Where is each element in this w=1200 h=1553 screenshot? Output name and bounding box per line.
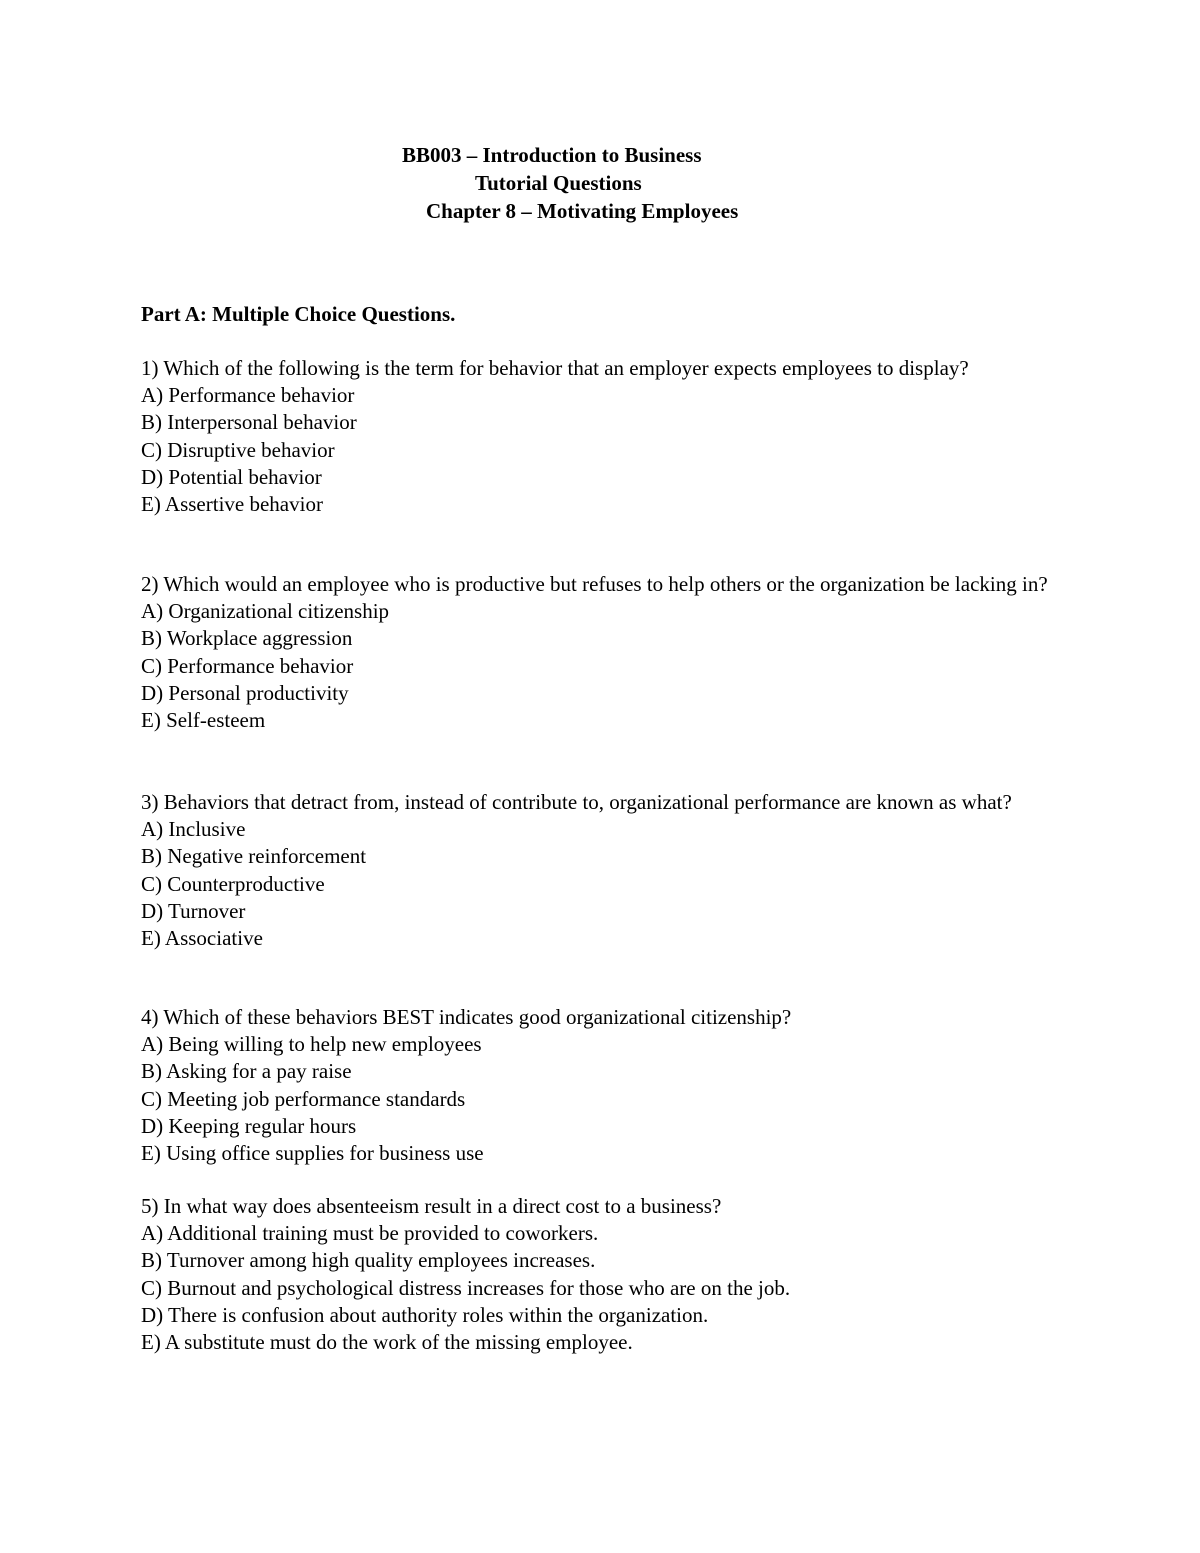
part-a-title: Part A: Multiple Choice Questions. [141, 302, 456, 326]
answer-option: A) Additional training must be provided to coworkers. [141, 1221, 599, 1246]
answer-option: A) Being willing to help new employees [141, 1032, 482, 1057]
question-stem: 4) Which of these behaviors BEST indicates good organizational citizenship? [141, 1005, 792, 1029]
question-3 [141, 789, 1071, 952]
answer-option: D) Personal productivity [141, 680, 349, 705]
answer-option: E) Assertive behavior [141, 492, 323, 517]
question-1 [141, 355, 1071, 518]
answer-option: C) Performance behavior [141, 653, 354, 678]
answer-option: C) Meeting job performance standards [141, 1086, 466, 1111]
answer-option: C) Disruptive behavior [141, 437, 335, 462]
answer-option: C) Burnout and psychological distress increases for those who are on the job. [141, 1275, 791, 1300]
question-4 [141, 1004, 1071, 1167]
question-stem: 1) Which of the following is the term for behavior that an employer expects employees to display? [141, 356, 969, 380]
answer-option: D) Keeping regular hours [141, 1113, 357, 1138]
answer-option: D) Turnover [141, 898, 246, 923]
answer-option: D) Potential behavior [141, 464, 322, 489]
answer-option: A) Performance behavior [141, 383, 355, 408]
question-stem: 3) Behaviors that detract from, instead of contribute to, organizational performance are known as what? [141, 790, 1012, 814]
question-2 [141, 571, 1071, 734]
tutorial-subtitle: Tutorial Questions [475, 171, 642, 195]
answer-option: B) Turnover among high quality employees increases. [141, 1248, 596, 1273]
answer-option: C) Counterproductive [141, 871, 325, 896]
answer-option: A) Inclusive [141, 817, 246, 842]
question-5 [141, 1193, 1071, 1356]
course-title: BB003 – Introduction to Business [402, 143, 702, 167]
answer-option: E) Self-esteem [141, 708, 266, 733]
answer-option: B) Workplace aggression [141, 626, 353, 651]
question-stem: 5) In what way does absenteeism result in a direct cost to a business? [141, 1194, 722, 1218]
answer-option: E) Using office supplies for business use [141, 1141, 484, 1166]
answer-option: B) Negative reinforcement [141, 844, 367, 869]
question-stem: 2) Which would an employee who is productive but refuses to help others or the organization be lacking in? [141, 572, 1048, 596]
answer-option: E) A substitute must do the work of the missing employee. [141, 1330, 633, 1355]
answer-option: B) Interpersonal behavior [141, 410, 357, 435]
answer-option: D) There is confusion about authority roles within the organization. [141, 1302, 709, 1327]
answer-option: A) Organizational citizenship [141, 599, 390, 624]
chapter-title: Chapter 8 – Motivating Employees [426, 199, 739, 223]
answer-option: E) Associative [141, 926, 263, 951]
answer-option: B) Asking for a pay raise [141, 1059, 352, 1084]
